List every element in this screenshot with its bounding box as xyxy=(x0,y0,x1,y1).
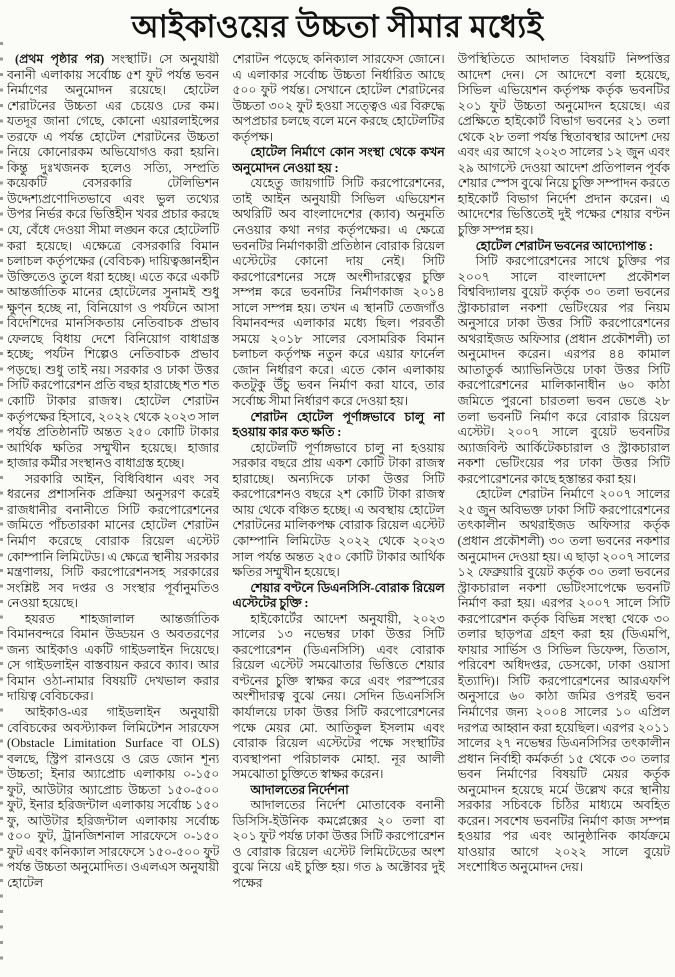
article-column-1 xyxy=(7,52,219,971)
scan-edge-artifact xyxy=(0,42,3,969)
article-column-3 xyxy=(458,52,670,971)
article-paragraph: হাইকোর্টের আদেশ অনুযায়ী, ২০২৩ সালের ১৩ নভেম্বর ঢাকা উত্তর সিটি করপোরেশন (ডিএনসিসি) এবং বোরাক রিয়েল এস্টেট সমঝোতার ভিত্তিতে শেয়ার বণ্টনের চুক্তি স্বাক্ষর করে এবং পরস্পরের অংশীদারত্ব বুঝে নেয়। সেদিন ডিএনসিসি কার্যালয়ে ঢাকা উত্তর সিটি করপোরেশনের পক্ষে মেয়র মো. আতিকুল ইসলাম এবং বোরাক রিয়েল এস্টেটের পক্ষে সংস্থাটির ব্যবস্থাপনা পরিচালক মোহা. নূর আলী সমঝোতা চুক্তিতে স্বাক্ষর করেন। xyxy=(232,611,445,782)
article-paragraph: হযরত শাহজালাল আন্তর্জাতিক বিমানবন্দরে বিমান উড্ডয়ন ও অবতরণের জন্য আইকাও একটি গাইডলাইন দিয়েছে। সে গাইডলাইন বাস্তবায়ন করবে ক্যাব। আর বিমান ওঠা-নামার বিষয়টি দেখভাল করার দায়িত্ব বেবিচকের। xyxy=(7,611,220,704)
article-paragraph: সরকারি আইন, বিধিবিধান এবং সব ধরনের প্রশাসনিক প্রক্রিয়া অনুসরণ করেই রাজধানীর বনানীতে সিটি করপোরেশনের জমিতে পাঁচতারকা মানের হোটেল শেরাটন নির্মাণ করেছে বোরাক রিয়েল এস্টেট কোম্পানি লিমিটেড। এ ক্ষেত্রে স্থানীয় সরকার মন্ত্রণালয়, সিটি করপোরেশনসহ সরকারের সংশ্লিষ্ট সব দপ্তর ও সংস্থার পূর্বানুমতিও নেওয়া হয়েছে। xyxy=(7,471,220,611)
continuation-note: (প্রথম পৃষ্ঠার পর) xyxy=(15,52,112,66)
article-paragraph: হোটেল শেরাটন নির্মাণে ২০০৭ সালের ২৫ জুন অবিভক্ত ঢাকা সিটি করপোরেশনের তৎকালীন অথরাইজড অফিসার কর্তৃক (প্রধান প্রকৌশলী) ৩০ তলা ভবনের নকশার অনুমোদন দেওয়া হয়। এ ছাড়া ২০০৭ সালের ১২ ফেব্রুয়ারি বুয়েট কর্তৃক ৩০ তলা ভবনের স্ট্রাকচারাল নকশা ভেটিংসাপেক্ষে ভবনটি নির্মাণ করা হয়। এরপর ২০০৭ সালে সিটি করপোরেশন কর্তৃক বিভিন্ন সংস্থা থেকে ৩০ তলার ছাড়পত্র গ্রহণ করা হয় (ডিএমপি, ফায়ার সার্ভিস ও সিভিল ডিফেন্স, তিতাস, পরিবেশ অধিদপ্তর, ডেসকো, ঢাকা ওয়াসা ইত্যাদি)। সিটি করপোরেশনের আরএফপি অনুসারে ৬০ কাঠা জমির ওপরই ভবন নির্মাণের জন্য ২০০৪ সালের ১০ এপ্রিল দরপত্র আহ্বান করা হয়েছিল। এরপর ২০১১ সালের ২৭ নভেম্বর ডিএনসিসির তৎকালীন প্রধান নির্বাহী কর্মকর্তা ১৫ থেকে ৩০ তলার ভবন নির্মাণের বিষয়টি মেয়র কর্তৃক অনুমোদন হয়েছে মর্মে উল্লেখ করে স্থানীয় সরকার সচিবকে চিঠির মাধ্যমে অবহিত করেন। সবশেষ ভবনটির নির্মাণ কাজ সম্পন্ন হওয়ার পর এবং আনুষ্ঠানিক কার্যক্রমে যাওয়ার আগে ২০২২ সালে বুয়েট সংশোধিত অনুমোদন দেয়। xyxy=(457,487,670,875)
section-subheading: হোটেল নির্মাণে কোন সংস্থা থেকে কখন অনুমোদন নেওয়া হয় : xyxy=(232,145,445,175)
article-paragraph: উপস্থিতিতে আদালত বিষয়টি নিষ্পত্তির আদেশ দেন। সে আদেশে বলা হয়েছে, সিভিল এভিয়েশন কর্তৃপক্ষ কর্তৃক ভবনটির ২০১ ফুট উচ্চতা অনুমোদন হয়েছে। এর প্রেক্ষিতে হাইকোর্ট বিভাগ ভবনের ২১ তলা থেকে ২৮ তলা পর্যন্ত স্থিতাবস্থার আদেশ দেয় এবং এর আগে ২০২৩ সালের ১২ জুন এবং ২৯ আগস্টে দেওয়া আদেশ প্রতিপালন পূর্বক শেয়ার স্পেস বুঝে নিয়ে চুক্তি সম্পাদন করতে হাইকোর্ট বিভাগ নির্দেশ প্রদান করেন। এ আদেশের ভিত্তিতেই দুই পক্ষের শেয়ার বণ্টন চুক্তি সম্পন্ন হয়। xyxy=(457,52,670,238)
article-paragraph: আইকাও-এর গাইডলাইন অনুযায়ী বেবিচকের অবস্ট্যাকল লিমিটেশন সারফেস (Obstacle Limitation Surface বা OLS) বলছে, স্ট্রিপ রানওয়ে ও রেড জোন শূন্য উচ্চতা; ইনার অ্যাপ্রোচ এলাকায় ০-১৫০ ফুট, আউটার অ্যাপ্রোচ উচ্চতা ১৫০-৫০০ ফুট, ইনার হরিজন্টাল এলাকায় সর্বোচ্চ ১৫০ ফু, আউটার হরিজন্টাল এলাকায় সর্বোচ্চ ৫০০ ফুট, ট্রানজিশনাল সারফেসে ০-১৫০ ফুট এবং কনিক্যাল সারফেসে ১৫০-৫০০ ফুট পর্যন্ত উচ্চতা অনুমোদিত। ওএলএস অনুযায়ী হোটেল xyxy=(7,704,220,890)
article-paragraph: শেরাটন পড়েছে কনিক্যাল সারফেস জোনে। এ এলাকার সর্বোচ্চ উচ্চতা নির্ধারিত আছে ৫০০ ফুট পর্যন্ত। সেখানে হোটেল শেরাটনের উচ্চতা ৩০২ ফুট হওয়া সত্ত্বেও এর বিরুদ্ধে অপপ্রচার চলছে বলে মনে করছে হোটেলটির কর্তৃপক্ষ। xyxy=(232,52,445,144)
article-columns xyxy=(7,52,670,971)
article-paragraph: সিটি করপোরেশনের সাথে চুক্তির পর ২০০৭ সালে বাংলাদেশ প্রকৌশল বিশ্ববিদ্যালয় বুয়েট কর্তৃক ৩০ তলা ভবনের স্ট্রাকচারাল নকশা ভেটিংয়ের পর নিয়ম অনুসারে ঢাকা উত্তর সিটি করপোরেশনের অথরাইজড অফিসার (প্রধান প্রকৌশলী) তা অনুমোদন করেন। এরপর ৪৪ কামাল আতাতুর্ক অ্যাভিনিউয়ে ঢাকা উত্তর সিটি করপোরেশনের মালিকানাধীন ৬০ কাঠা জমিতে পুরনো চারতলা ভবন ভেঙে ২৮ তলা ভবনটি নির্মাণ করে বোরাক রিয়েল এস্টেট। ২০০৭ সালে বুয়েট ভবনটির অ্যাজবিল্ট আর্কিটেকচারাল ও স্ট্রাকচারাল নকশা ভেটিংয়ের পর ঢাকা উত্তর সিটি করপোরেশনের কাছে হস্তান্তর করা হয়। xyxy=(457,254,670,486)
article-paragraph: যেহেতু জায়গাটি সিটি করপোরেশনের, তাই আইন অনুযায়ী সিভিল এভিয়েশন অথরিটি অব বাংলাদেশের (ক্যাব) অনুমতি নেওয়ার কথা নগর কর্তৃপক্ষের। এ ক্ষেত্রে ভবনটির নির্মাণকারী প্রতিষ্ঠান বোরাক রিয়েল এস্টেটের কোনো দায় নেই। সিটি করপোরেশনের সঙ্গে অংশীদারত্বের চুক্তি সম্পন্ন করে ভবনটির নির্মাণকাজ ২০১৪ সালে সম্পন্ন হয়। তখন এ স্থানটি তেজগাঁও বিমানবন্দর এলাকার মধ্যে ছিল। পরবর্তী সময়ে ২০১৮ সালের বেসামরিক বিমান চলাচল কর্তৃপক্ষ নতুন করে এয়ার ফার্নেল জোন নির্ধারণ করে। এতে কোন এলাকায় কতটুকু উঁচু ভবন নির্মাণ করা যাবে, তার সর্বোচ্চ সীমা নির্ধারণ করে দেওয়া হয়। xyxy=(232,176,445,409)
section-subheading: শেরাটন হোটেল পূর্ণাঙ্গভাবে চালু না হওয়ায় কার কত ক্ষতি : xyxy=(232,409,445,440)
article-paragraph: (প্রথম পৃষ্ঠার পর) সংস্থাটি। সে অনুযায়ী বনানী এলাকায় সর্বোচ্চ ৫শ ফুট পর্যন্ত ভবন নির্মাণের অনুমোদন রয়েছে। হোটেল শেরাটনের উচ্চতা এর চেয়েও ঢের কম। যতদূর জানা গেছে, কোনো এয়ারলাইন্সের তরফে এ পর্যন্ত হোটেল শেরাটনের উচ্চতা নিয়ে কোনোরকম অভিযোগও করা হয়নি। কিন্তু দুঃখজনক হলেও সত্যি, সম্প্রতি কয়েকটি বেসরকারি টেলিভিশন উদ্দেশ্যপ্রণোদিতভাবে এবং ভুল তথ্যের উপর নির্ভর করে ভিত্তিহীন খবর প্রচার করছে যে, বেঁধে দেওয়া সীমা লঙ্ঘন করে হোটেলটি করা হয়েছে। এক্ষেত্রে বেসরকারি বিমান চলাচল কর্তৃপক্ষের (বেবিচক) দায়িত্বজ্ঞানহীন উক্তিতেও তুলে ধরা হচ্ছে। এতে করে একটি আন্তর্জাতিক মানের হোটেলের সুনামই শুধু ক্ষুণ্ন হচ্ছে না, বিনিয়োগ ও পর্যটনে আসা বিদেশিদের মানসিকতায় নেতিবাচক প্রভাব ফেলছে বিধায় দেশে বিনিয়োগ বাধাগ্রস্ত হচ্ছে; পর্যটন শিল্পেও নেতিবাচক প্রভাব পড়ছে। শুধু তাই নয়। সরকার ও ঢাকা উত্তর সিটি করপোরেশন প্রতি বছর হারাচ্ছে শত শত কোটি টাকার রাজস্ব। হোটেল শেরাটন কর্তৃপক্ষের হিসাবে, ২০২২ থেকে ২০২৩ সাল পর্যন্ত প্রতিষ্ঠানটি অন্তত ২৫০ কোটি টাকার আর্থিক ক্ষতির সম্মুখীন হয়েছে। হাজার হাজার কর্মীর সংস্থানও বাধাগ্রস্ত হচ্ছে। xyxy=(7,52,220,471)
section-subheading: হোটেল শেরাটন ভবনের আদ্যোপান্ত : xyxy=(475,238,653,253)
article-headline: আইকাওয়ের উচ্চতা সীমার মধ্যেই xyxy=(131,9,544,44)
section-subheading: শেয়ার বণ্টনে ডিএনসিসি-বোরাক রিয়েল এস্টেটের চুক্তি : xyxy=(232,580,445,611)
article-column-2 xyxy=(232,52,444,971)
article-paragraph: আদালতের নির্দেশ মোতাবেক বনানী ডিসিসি-ইউনিক কমপ্লেক্সের ২০ তলা বা ২০১ ফুট পর্যন্ত ঢাকা উত্তর সিটি করপোরেশন ও বোরাক রিয়েল এস্টেট লিমিটেডের অংশ বুঝে নিয়ে এই চুক্তি হয়। গত ৯ অক্টোবর দুই পক্ষের xyxy=(232,798,445,890)
article-paragraph: হোটেলটি পূর্ণাঙ্গভাবে চালু না হওয়ায় সরকার বছরে প্রায় একশ কোটি টাকা রাজস্ব হারাচ্ছে। অন্যদিকে ঢাকা উত্তর সিটি করপোরেশনও বছরে ২শ কোটি টাকা রাজস্ব আয় থেকে বঞ্চিত হচ্ছে। এ অবস্থায় হোটেল শেরাটনের মালিকপক্ষ বোরাক রিয়েল এস্টেট কোম্পানি লিমিটেড ২০২২ থেকে ২০২৩ সাল পর্যন্ত অন্তত ২৫০ কোটি টাকার আর্থিক ক্ষতির সম্মুখীন হয়েছে। xyxy=(232,440,445,580)
section-subheading: আদালতের নির্দেশনা xyxy=(250,782,349,797)
